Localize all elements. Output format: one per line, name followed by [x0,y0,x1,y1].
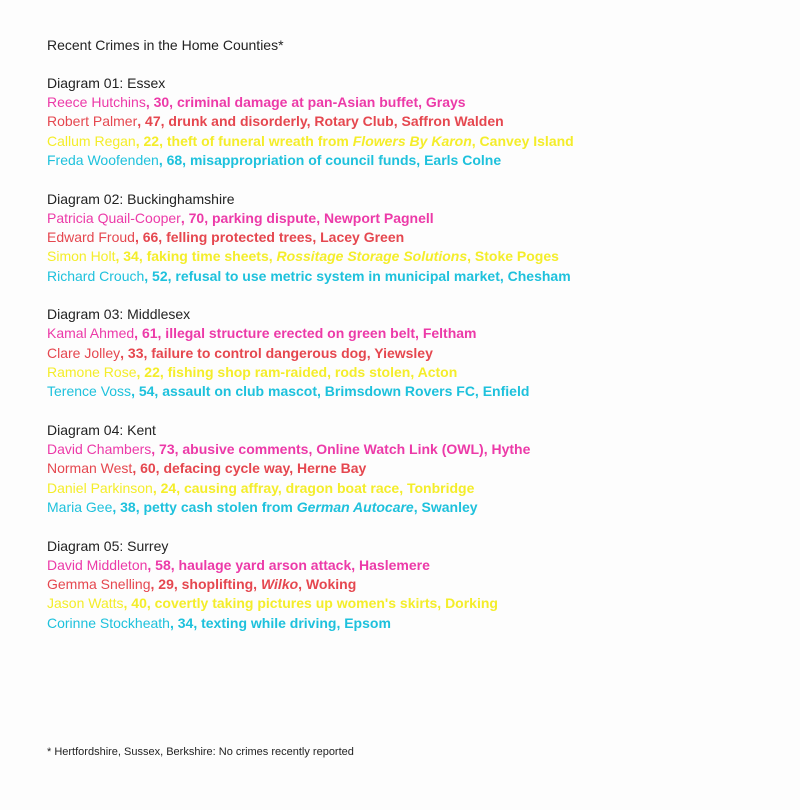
offender-name: Maria Gee [47,499,113,516]
diagram-section [47,304,787,402]
crime-entry [47,132,787,151]
crime-details: , 52, refusal to use metric system in municipal market, Chesham [144,267,571,284]
offender-name: Jason Watts [47,595,124,612]
crime-details: , 70, parking dispute, Newport Pagnell [180,209,434,226]
crime-entry [47,209,787,228]
business-name: Rossitage Storage Solutions [276,248,468,265]
crime-details: , 58, haulage yard arson attack, Haslemere [147,556,430,573]
crime-entry [47,363,787,382]
crime-details: , 22, theft of funeral wreath from [135,132,353,149]
crime-details: , 38, petty cash stolen from [112,499,297,516]
crime-entry [47,344,787,363]
crime-entry [47,93,787,112]
diagram-section [47,189,787,287]
crime-details: , 54, assault on club mascot, Brimsdown Rovers FC, Enfield [131,383,530,400]
sections-container [47,73,787,633]
crime-details: , 60, defacing cycle way, Herne Bay [132,460,367,477]
section-heading: Diagram 05: Surrey [47,537,169,554]
diagram-section [47,73,787,171]
footnote: * Hertfordshire, Sussex, Berkshire: No crimes recently reported [47,746,354,758]
crime-entry [47,247,787,266]
crime-entry [47,112,787,131]
business-name: Wilko [260,575,299,592]
crime-entry [47,459,787,478]
crime-location: , Swanley [413,499,478,516]
crime-entry [47,556,787,575]
document-page [47,36,787,633]
offender-name: Kamal Ahmed [47,325,135,342]
crime-location: , Canvey Island [471,132,574,149]
offender-name: Terence Voss [47,383,132,400]
crime-details: , 40, covertly taking pictures up women's skirts, Dorking [123,595,498,612]
crime-entry [47,575,787,594]
crime-entry [47,440,787,459]
crime-details: , 22, fishing shop ram-raided, rods stolen, Acton [136,364,458,381]
offender-name: Simon Holt [47,248,116,265]
crime-location: , Woking [298,575,357,592]
offender-name: Clare Jolley [47,344,121,361]
crime-details: , 30, criminal damage at pan-Asian buffet, Grays [145,94,466,110]
crime-details: , 61, illegal structure erected on green belt, Feltham [134,325,477,342]
offender-name: Edward Froud [47,229,135,246]
crime-details: , 66, felling protected trees, Lacey Green [134,229,405,246]
business-name: Flowers By Karon [352,132,472,149]
offender-name: Richard Crouch [47,267,145,284]
offender-name: Daniel Parkinson [47,479,153,496]
crime-details: , 24, causing affray, dragon boat race, Tonbridge [152,479,475,496]
diagram-section [47,536,787,634]
section-heading: Diagram 02: Buckinghamshire [47,190,235,207]
crime-entry [47,324,787,343]
document-title: Recent Crimes in the Home Counties* [47,37,284,53]
business-name: German Autocare [296,499,414,516]
offender-name: Norman West [47,460,133,477]
crime-details: , 29, shoplifting, [150,575,261,592]
offender-name: David Chambers [47,440,152,457]
section-heading: Diagram 03: Middlesex [47,306,191,323]
crime-entry [47,498,787,517]
crime-entry [47,151,787,170]
offender-name: Robert Palmer [47,113,138,130]
crime-details: , 34, faking time sheets, [115,248,277,265]
section-heading: Diagram 04: Kent [47,421,156,438]
offender-name: Patricia Quail-Cooper [47,209,181,226]
crime-entry [47,614,787,633]
crime-entry [47,594,787,613]
offender-name: Freda Woofenden [47,152,159,169]
diagram-section [47,420,787,518]
crime-entry [47,267,787,286]
offender-name: Callum Regan [47,132,136,149]
crime-details: , 47, drunk and disorderly, Rotary Club, Saffron Walden [137,113,504,130]
crime-location: , Stoke Poges [467,248,559,265]
crime-entry [47,382,787,401]
offender-name: David Middleton [47,556,148,573]
offender-name: Corinne Stockheath [47,614,170,631]
offender-name: Ramone Rose [47,364,137,381]
section-heading: Diagram 01: Essex [47,75,166,91]
crime-details: , 33, failure to control dangerous dog, Yiewsley [120,344,433,361]
crime-details: , 73, abusive comments, Online Watch Link (OWL), Hythe [151,440,531,457]
crime-entry [47,228,787,247]
crime-details: , 34, texting while driving, Epsom [169,614,391,631]
offender-name: Gemma Snelling [47,575,151,592]
offender-name: Reece Hutchins [47,94,146,110]
crime-details: , 68, misappropriation of council funds, Earls Colne [158,152,502,169]
crime-entry [47,479,787,498]
